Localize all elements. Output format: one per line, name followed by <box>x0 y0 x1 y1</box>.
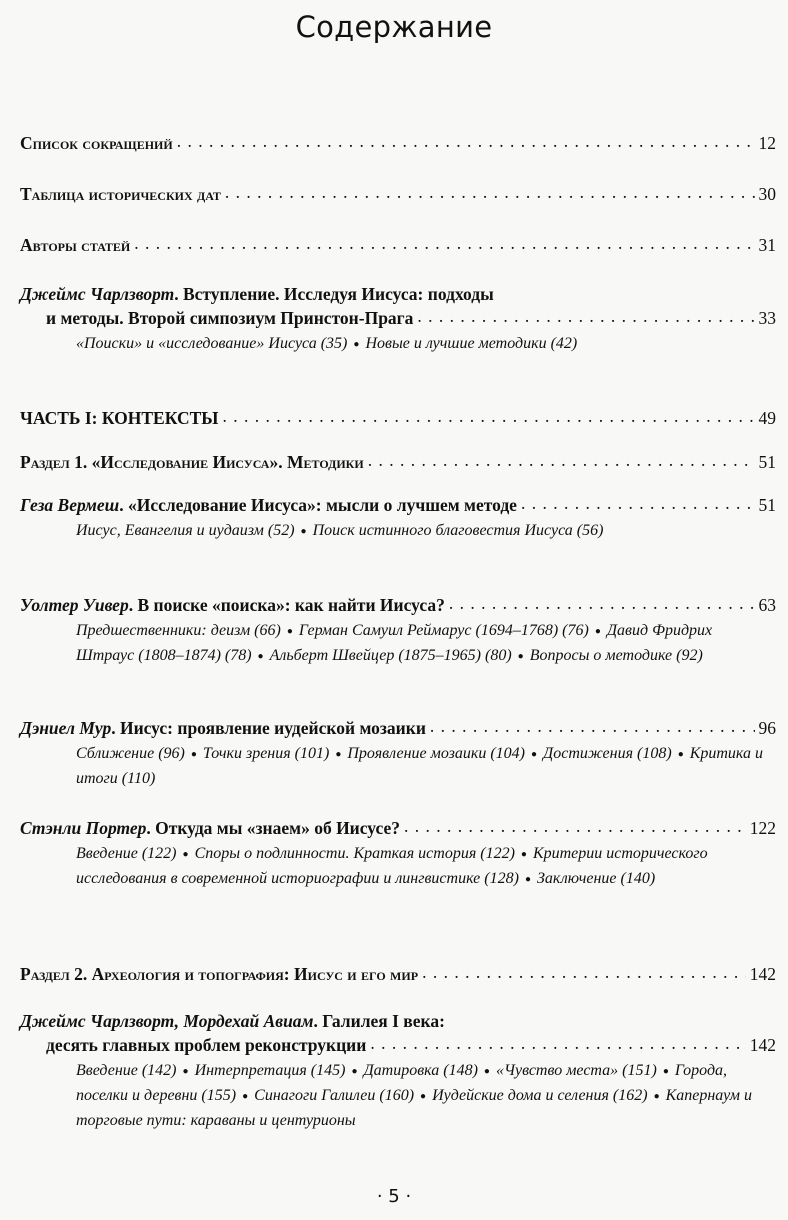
entry-subtopics: Иисус, Евангелия и иудаизм (52) ● Поиск истинного благовестия Иисуса (56) <box>76 522 604 539</box>
toc-entry-moore <box>20 716 776 791</box>
page-number: 30 <box>758 183 776 204</box>
page-number: 12 <box>758 132 776 153</box>
entry-title: . В поиске «поиска»: как найти Иисуса? <box>128 594 445 615</box>
page-number: 142 <box>749 1034 776 1055</box>
toc-entry-vermes <box>20 493 776 544</box>
entry-author: Джеймс Чарлзворт, Мордехай Авиам <box>20 1011 314 1031</box>
entry-title-cont: и методы. Второй симпозиум Принстон-Прага <box>46 307 414 328</box>
toc-entry-part1 <box>20 406 776 428</box>
page-number: 31 <box>758 234 776 255</box>
entry-title: . Вступление. Исследуя Иисуса: подходы <box>174 284 494 304</box>
entry-subtopics: Введение (122) ● Споры о подлинности. Краткая история (122) ● Критерии исторического исследования в современной историографии и лингвистике (128) ● Заключение (140) <box>76 845 708 887</box>
entry-title-cont: десять главных проблем реконструкции <box>46 1034 367 1055</box>
toc-entry-abbreviations <box>20 131 776 153</box>
toc-entry-galilee <box>20 1011 776 1133</box>
entry-title: . Откуда мы «знаем» об Иисусе? <box>146 817 401 838</box>
entry-author: Уолтер Уивер <box>20 594 129 615</box>
entry-author: Дэниел Мур <box>20 717 112 738</box>
page-number: 96 <box>758 717 776 738</box>
entry-title: . Галилея I века: <box>313 1011 445 1031</box>
entry-title: Раздел 1. «Исследование Иисуса». Методики <box>20 451 364 472</box>
toc-entry-authors <box>20 233 776 255</box>
entry-author: Джеймс Чарлзворт <box>20 284 175 304</box>
entry-title: Раздел 2. Археология и топография: Иисус и его мир <box>20 963 419 984</box>
toc-entry-section1 <box>20 450 776 472</box>
entry-title: ЧАСТЬ I: КОНТЕКСТЫ <box>20 407 219 428</box>
entry-subtopics: Сближение (96) ● Точки зрения (101) ● Проявление мозаики (104) ● Достижения (108) ● Критика и итоги (110) <box>76 745 763 787</box>
entry-subtopics: «Поиски» и «исследование» Иисуса (35) ● Новые и лучшие методики (42) <box>76 335 578 352</box>
toc-entry-section2 <box>20 962 776 984</box>
toc-entry-dates <box>20 182 776 204</box>
page-number: 142 <box>749 963 776 984</box>
entry-title: . Иисус: проявление иудейской мозаики <box>111 717 426 738</box>
entry-subtopics: Предшественники: деизм (66) ● Герман Самуил Реймарус (1694–1768) (76) ● Давид Фридрих Штраус (1808–1874) (78) ● Альберт Швейцер (1875–1965) (80) ● Вопросы о методике (92) <box>76 622 713 664</box>
toc-entry-weaver <box>20 593 776 669</box>
page-number: 51 <box>758 494 776 515</box>
entry-title: Список сокращений <box>20 132 173 153</box>
page-number: 33 <box>758 307 776 328</box>
page-number: 63 <box>758 594 776 615</box>
entry-title: Таблица исторических дат <box>20 183 221 204</box>
page-title: Содержание <box>295 10 493 44</box>
page-number: 49 <box>758 407 776 428</box>
entry-title: Авторы статей <box>20 234 131 255</box>
page-number: 51 <box>758 451 776 472</box>
toc-entry-porter <box>20 816 776 892</box>
page-number: 122 <box>749 817 776 838</box>
entry-author: Геза Вермеш <box>20 494 120 515</box>
page-folio: · 5 · <box>376 1186 412 1207</box>
toc-entry-intro <box>20 284 776 357</box>
entry-title: . «Исследование Иисуса»: мысли о лучшем методе <box>119 494 517 515</box>
entry-subtopics: Введение (142) ● Интерпретация (145) ● Датировка (148) ● «Чувство места» (151) ● Города, поселки и деревни (155) ● Синагоги Галилеи (160) ● Иудейские дома и селения (162) ● Капернаум и торговые пути: караваны и центурионы <box>76 1062 752 1129</box>
entry-author: Стэнли Портер <box>20 817 147 838</box>
